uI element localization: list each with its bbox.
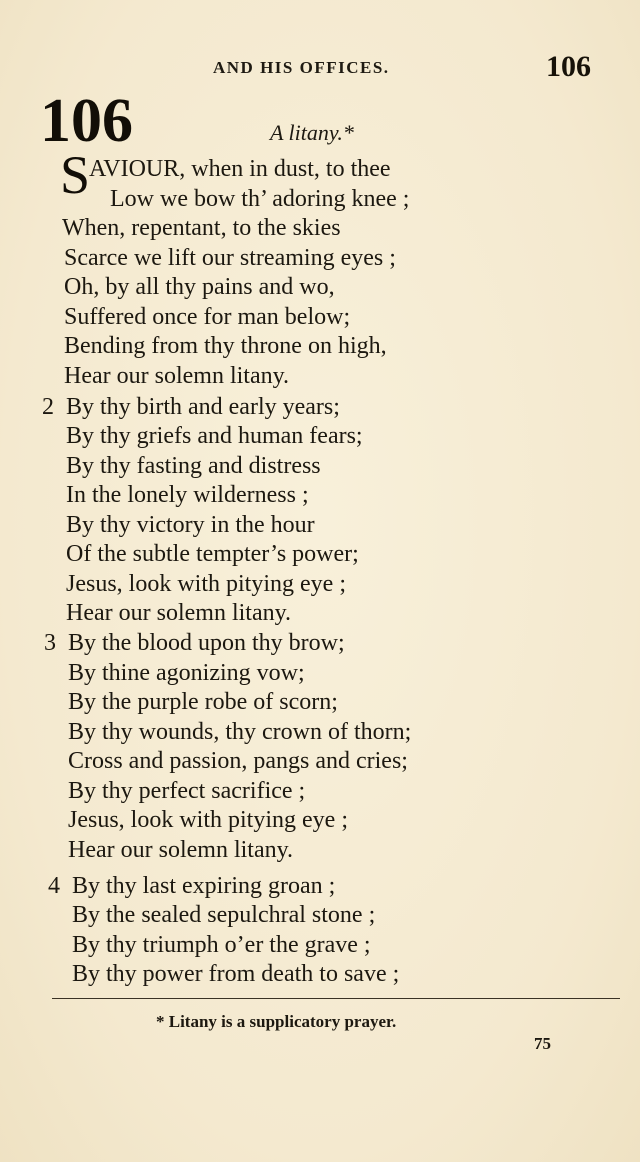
stanza-1-line-7: Bending from thy throne on high,	[64, 333, 387, 359]
stanza-4-line-4: By thy power from death to save ;	[72, 961, 400, 987]
page-number-bottom: 75	[534, 1034, 551, 1053]
stanza-4-number: 4	[48, 873, 60, 899]
stanza-2-line-3: By thy fasting and distress	[66, 453, 321, 479]
stanza-3-line-6: By thy perfect sacrifice ;	[68, 778, 306, 804]
stanza-2-line-6: Of the subtle tempter’s power;	[66, 541, 359, 567]
drop-cap: S	[60, 145, 91, 205]
stanza-1-line-6: Suffered once for man below;	[64, 304, 351, 330]
stanza-3-line-4: By thy wounds, thy crown of thorn;	[68, 719, 412, 745]
stanza-3-number: 3	[44, 630, 56, 656]
stanza-2-line-1: By thy birth and early years;	[66, 394, 340, 420]
stanza-4-line-2: By the sealed sepulchral stone ;	[72, 902, 376, 928]
stanza-1-line-4: Scarce we lift our streaming eyes ;	[64, 245, 396, 271]
stanza-3-line-7: Jesus, look with pitying eye ;	[68, 807, 348, 833]
footnote: * Litany is a supplicatory prayer.	[156, 1012, 397, 1031]
stanza-3-line-2: By thine agonizing vow;	[68, 660, 305, 686]
stanza-2-number: 2	[42, 394, 54, 420]
stanza-3-line-3: By the purple robe of scorn;	[68, 689, 338, 715]
page-number-top: 106	[546, 50, 591, 83]
stanza-1-line-8: Hear our solemn litany.	[64, 363, 290, 389]
stanza-3-line-1: By the blood upon thy brow;	[68, 630, 345, 656]
stanza-2-line-8: Hear our solemn litany.	[66, 600, 292, 626]
hymn-title: A litany.*	[270, 120, 354, 145]
stanza-2-line-5: By thy victory in the hour	[66, 512, 315, 538]
stanza-1-line-2: Low we bow th’ adoring knee ;	[110, 186, 410, 212]
stanza-3-line-8: Hear our solemn litany.	[68, 837, 294, 863]
footnote-divider	[52, 998, 620, 999]
stanza-1-line-3: When, repentant, to the skies	[62, 215, 341, 241]
hymn-number: 106	[40, 87, 133, 155]
running-title: AND HIS OFFICES.	[213, 58, 390, 77]
stanza-3-line-5: Cross and passion, pangs and cries;	[68, 748, 408, 774]
stanza-2-line-7: Jesus, look with pitying eye ;	[66, 571, 346, 597]
stanza-2-line-4: In the lonely wilderness ;	[66, 482, 309, 508]
stanza-1-line-1: AVIOUR, when in dust, to thee	[89, 156, 391, 182]
stanza-4-line-1: By thy last expiring groan ;	[72, 873, 336, 899]
stanza-2-line-2: By thy griefs and human fears;	[66, 423, 363, 449]
stanza-1-line-5: Oh, by all thy pains and wo,	[64, 274, 335, 300]
stanza-4-line-3: By thy triumph o’er the grave ;	[72, 932, 371, 958]
